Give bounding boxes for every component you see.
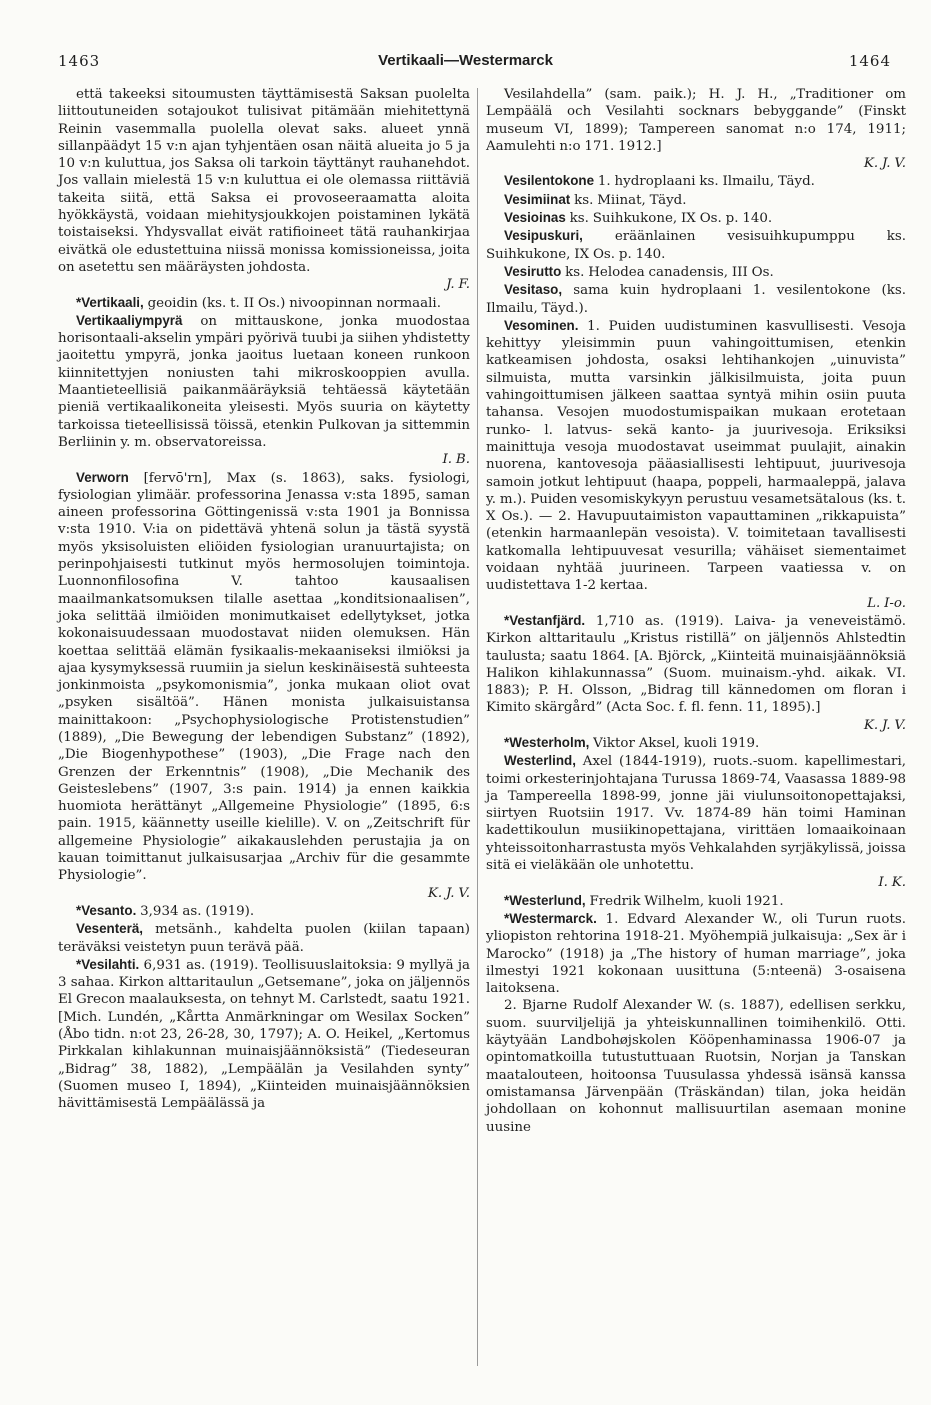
entry-text: Vesilahdella” (sam. paik.); H. J. H., „Traditioner om Lempäälä och Vesilahti socknars bebyggande” (Finskt museum VI, 1899); Tampereen sanomat n:o 174, 1911; Aamulehti n:o 171. 1912.] xyxy=(486,87,906,154)
article-entry xyxy=(486,209,906,227)
entry-text: geoidin (ks. t. II Os.) nivoopinnan normaali. xyxy=(143,295,441,311)
entry-text: on mittauskone, jonka muodostaa horisontaali-akselin ympäri pyörivä tuubi ja siihen yhdistetty jaoitettu ympyrä, jonka jaoitus luetaan koneen runkoon kiinnitettyjen noniusten tahi mikroskooppien avulla. Maantieteellisiä paikanmääräyksiä tehtäessä käytetään pieniä vertikaalikoneita yleisesti. Myös suuria on käytetty tarkoissa tieteellisissä töissä, etenkin Pulkovan ja sittemmin Berliinin y. m. observatoreissa. xyxy=(58,313,470,450)
headword: *Westerlund, xyxy=(504,892,586,908)
headword: Verworn xyxy=(76,469,129,485)
entry-text: sama kuin hydroplaani 1. vesilentokone (ks. Ilmailu, Täyd.). xyxy=(486,283,906,316)
entry-text: 1. Puiden uudistuminen kasvullisesti. Vesoja kehittyy yleisimmin puun vahingoittumisen, etenkin katkeamisen johdosta, osaksi lehtihankojen „uinuvista” silmuista, mutta varsinkin jälkisilmuista, joita puun vahingoittumisen jälkeen saattaa syntyä mihin osiin puuta tahansa. Vesojen muodostumispaikan mukaan erotetaan runko- l. latvus- sekä kanto- ja juurivesoja. Eriksiksi mainittuja vesoja muodostavat useimmat puulajit, ainakin nuorena, kantovesoja pääasiallisesti lehtipuut, juurivesoja samoin jotkut lehtipuut (haapa, poppeli, harmaaleppä, jalava y. m.). Puiden vesomiskykyyn perustuu vesametsätalous (ks. t. X Os.). — 2. Havupuutaimiston vapauttaminen „rikkapuista” (etenkin harmaanlepän vesoista). V. toimitetaan tavallisesti katkomalla lehtipuuvesat vesurilla; vähäiset siementaimet voidaan nyhtää juurineen. Tarpeen vaatiessa v. on uudistettava 1-2 kertaa. xyxy=(486,318,906,594)
entry-text: 1. hydroplaani ks. Ilmailu, Täyd. xyxy=(594,174,815,190)
paragraph xyxy=(486,86,906,155)
headword: Vertikaaliympyrä xyxy=(76,312,183,328)
headword: *Vesilahti. xyxy=(76,956,140,972)
entry-text: [fervō'rn], Max (s. 1863), saks. fysiologi, fysiologian ylimäär. professorina Jenassa v:sta 1895, saman aineen professorina Göttingenissä v:sta 1901 ja Bonnissa v:sta 1910. V:ia on pidettävä yhtenä solun ja tästä syystä myös yksisoluisten eliöiden fysiologian uranuurtajista; on perinpohjaisesti tutkinut myös hermosolujen toimintoja. Luonnonfilosofina V. tahtoo kausaalisen maailmankatsomuksen tilalle asettaa „konditsionaalisen”, joka selittää ilmiöiden monimutkaiset edellytykset, jotka kokonaisuudessaan muodostavat niiden olemuksen. Hän koettaa selittää elämän fysikaalis-mekaaniseksi ilmiöksi ja ajaa kysymyksessä ruumiin ja sielun keskinäisestä suhteesta jonkinmoista „psykomonismia”, jonka mukaan oliot ovat „psyken sisältöä”. Hänen monista julkaisuistansa mainittakoon: „Psychophysiologische Protistenstudien” (1889), „Die Bewegung der lebendigen Substanz” (1892), „Die Biogenhypothese” (1903), „Die Frage nach den Grenzen der Erkenntnis” (1908), „Die Mechanik des Geisteslebens” (1907, 3:s pain. 1914) ja ennen kaikkia huomiota herättänyt „Allgemeine Physiologie” (1895, 6:s pain. 1915, käännetty useille kielille). V. on „Zeitschrift für allgemeine Physiologie” aikakauslehden perustajia ja on kauan toimittanut julkaisusarjaa „Archiv für die gesammte Physiologie”. xyxy=(58,470,470,884)
paragraph xyxy=(486,997,906,1135)
author-signature: K. J. V. xyxy=(863,156,906,172)
entry-text: eräänlainen vesisuihkupumppu ks. Suihkukone, IX Os. p. 140. xyxy=(486,229,906,262)
article-entry xyxy=(58,902,470,920)
paragraph xyxy=(58,86,470,276)
entry-text: 6,931 as. (1919). Teollisuuslaitoksia: 9 myllyä ja 3 sahaa. Kirkon alttaritaulun „Getsemane”, joka on jäljennös El Grecon maalauksesta, on tehnyt M. Carlstedt, saatu 1921. [Mich. Lundén, „Kårtta Anmärkningar om Wesilax Socken” (Åbo tidn. n:ot 23, 26-28, 30, 1797); A. O. Heikel, „Kertomus Pirkkalan kihlakunnan muinaisjäännöksistä” (Tiedeseuran „Bidrag” 38, 1882), „Lempäälän ja Vesilahden synty” (Suomen museo I, 1894), „Kiinteiden muinaisjäännöksien hävittämisestä Lempäälässä ja xyxy=(58,957,470,1112)
entry-text: 2. Bjarne Rudolf Alexander W. (s. 1887), edellisen serkku, suom. suurviljelijä ja yhteiskunnallinen toimihenkilö. Otti. käytyään Landbohøjskolen Kööpenhaminassa 1906-07 ja opintomatkoilla tutustuttuaan Ruotsin, Norjan ja Tanskan maatalouteen, hoitoonsa Tuusulassa yhdessä isänsä kanssa omistamansa Järvenpään (Träskändan) tilan, joka heidän johdollaan on kohonnut mallisuurtilan asemaan monine uusine xyxy=(486,998,906,1135)
author-signature: K. J. V. xyxy=(427,885,470,901)
headword: *Vertikaali, xyxy=(76,294,144,310)
headword: Vesilentokone xyxy=(504,173,595,189)
author-signature: I. K. xyxy=(878,875,906,891)
entry-text: Viktor Aksel, kuoli 1919. xyxy=(589,735,760,751)
entry-text: 1. Edvard Alexander W., oli Turun ruots. yliopiston rehtorina 1918-21. Myöhempiä julkaisuja: „Sex är i Marocko” (1918) ja „The history of human marriage”, joka ilmestyi 1921 kokonaan uusittuna (5:nteenä) 3-osaisena laitoksena. xyxy=(486,911,906,997)
entry-text: 1,710 as. (1919). Laiva- ja veneveistämö. Kirkon alttaritaulu „Kristus ristillä” on jäljennös Ahlstedtin taulusta; saatu 1864. [A. Björck, „Kiinteitä muinaisjäännöksiä Halikon kihlakunnassa” (Suom. muinaism.-yhd. aikak. VI. 1883); P. H. Olsson, „Bidrag till kännedomen om floran i Kimito skärgård” (Acta Soc. f. fl. fenn. 11, 1895).] xyxy=(486,613,906,716)
headword: Vesirutto xyxy=(504,263,562,279)
entry-text: ks. Helodea canadensis, III Os. xyxy=(561,264,774,280)
author-signature: J. F. xyxy=(446,277,470,293)
article-entry xyxy=(486,281,906,317)
article-entry xyxy=(58,294,470,312)
entry-text: Fredrik Wilhelm, kuoli 1921. xyxy=(585,893,784,909)
article-entry xyxy=(58,469,470,885)
entry-text: Axel (1844-1919), ruots.-suom. kapellimestari, toimi orkesterinjohtajana Turussa 1869-74, Vaasassa 1889-98 ja Tampereella 1898-99, jonne jäi viulunsoitonopettajaksi, siirtyen Ruotsiin 1917. Vv. 1874-89 hän toimi Haminan kadettikoulun musiikinopettajana, virittäen lomaaikoinaan yhteissoitonharrastusta myös Vehkalahden syrjäkylissä, joissa sitä ei vieläkään ole unhotettu. xyxy=(486,754,906,874)
headword: Vesimiinat xyxy=(504,191,571,207)
entry-text: ks. Suihkukone, IX Os. p. 140. xyxy=(565,211,773,227)
article-entry xyxy=(486,892,906,910)
article-entry xyxy=(486,263,906,281)
article-entry xyxy=(486,191,906,209)
headword: Vesioinas xyxy=(504,210,566,226)
column-divider xyxy=(477,88,478,1366)
article-entry xyxy=(486,227,906,263)
headword: Vesominen. xyxy=(504,317,579,333)
article-entry xyxy=(58,312,470,451)
entry-text: 3,934 as. (1919). xyxy=(136,903,255,919)
headword: Vesenterä, xyxy=(76,921,143,937)
entry-text: metsänh., kahdelta puolen (kiilan tapaan) teräväksi veistetyn puun terävä pää. xyxy=(58,922,470,955)
headword: Westerlind, xyxy=(504,753,576,769)
article-entry xyxy=(486,752,906,874)
author-signature: K. J. V. xyxy=(863,717,906,733)
headword: *Westermarck. xyxy=(504,910,597,926)
entry-text: ks. Miinat, Täyd. xyxy=(570,192,687,208)
article-entry xyxy=(58,956,470,1113)
author-signature: L. I-o. xyxy=(867,595,906,611)
headword: *Vestanfjärd. xyxy=(504,612,586,628)
entry-text: että takeeksi sitoumusten täyttämisestä Saksan puolelta liittoutuneiden sotajoukot tulisivat pitämään miehitettynä Reinin vasemmalla puolella olevat saks. alueet ynnä sillanpäädyt 15 v:n ajan tyhjentäen osan näitä alueita jo 5 ja 10 v:n kuluttua, jos Saksa oli tarkoin täyttänyt rauhanehdot. Jos vallain mielestä 15 v:n kuluttua ei ole olemassa riittäviä takeita siitä, että Saksa ei provoseeraamatta aloita hyökkäystä, voidaan miehitysjoukkojen poistaminen lykätä toistaiseksi. Yhdysvallat eivät ratifioineet tätä rauhankirjaa eivätkä ole edustettuina niissä monissa komissioneissa, joita on asetettu sen määräysten johdosta. xyxy=(58,87,470,275)
headword: *Vesanto. xyxy=(76,902,137,918)
right-column xyxy=(486,86,906,1136)
article-entry xyxy=(486,317,906,595)
headword: Vesitaso, xyxy=(504,282,563,298)
page-number-left: 1463 xyxy=(58,52,101,70)
article-entry xyxy=(486,172,906,190)
article-entry xyxy=(486,734,906,752)
headword: Vesipuskuri, xyxy=(504,228,583,244)
article-entry xyxy=(486,910,906,997)
page-number-right: 1464 xyxy=(848,52,891,70)
article-entry xyxy=(58,920,470,956)
article-entry xyxy=(486,612,906,717)
author-signature: I. B. xyxy=(442,452,470,468)
left-column xyxy=(58,86,470,1113)
running-title: Vertikaali—Westermarck xyxy=(378,52,553,69)
headword: *Westerholm, xyxy=(504,734,590,750)
